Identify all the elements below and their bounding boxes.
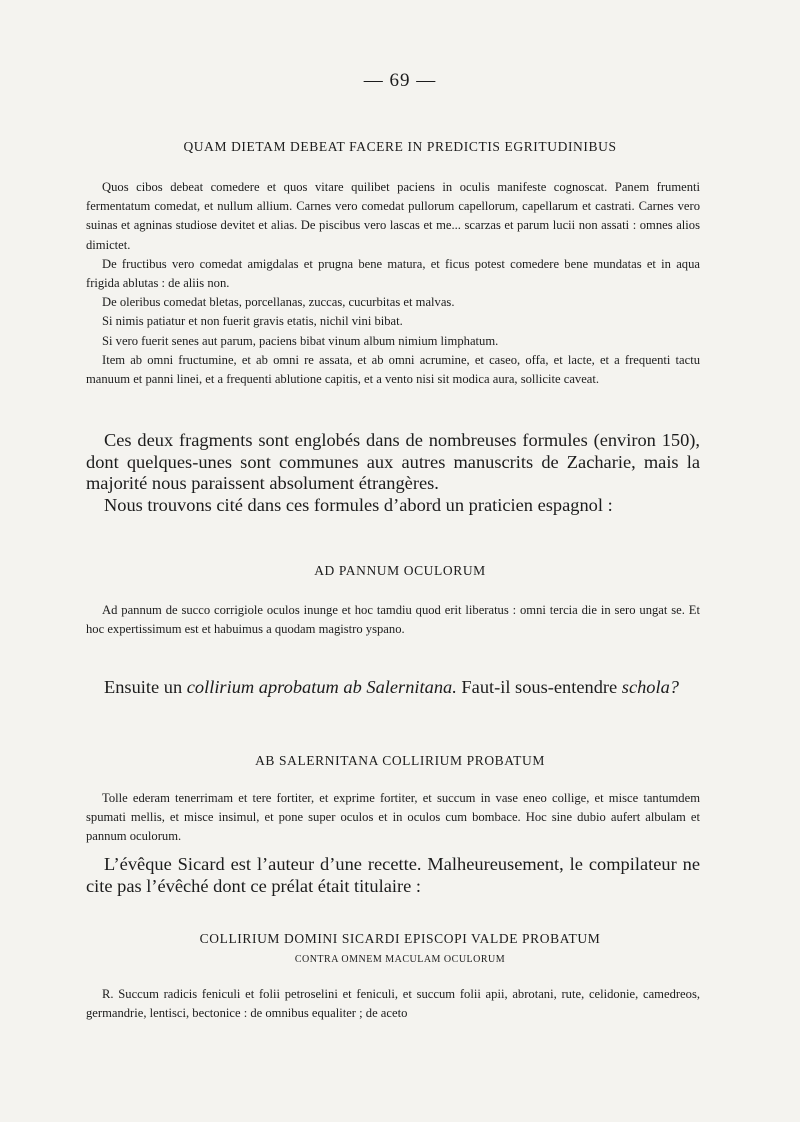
section-heading-pannum: AD PANNUM OCULORUM [314, 563, 486, 578]
page-number: — 69 — [363, 70, 437, 91]
latin-text-sicardi [86, 985, 700, 1023]
latin-paragraph: R. Succum radicis feniculi et folii petroselini et feniculi, et succum folii apii, abrotani, rute, celidonie, camedreos, germandrie, lentisci, bectonice : de omnibus equaliter ; de aceto [86, 987, 700, 1021]
section-heading-sicardi: COLLIRIUM DOMINI SICARDI EPISCOPI VALDE PROBATUM [199, 931, 601, 946]
latin-paragraph: Ad pannum de succo corrigiole oculos inunge et hoc tamdiu quod erit liberatus : omni tercia die in sero ungat se. Et hoc expertissimum est et habuimus a quodam magistro yspano. [86, 603, 700, 637]
french-commentary-1 [86, 430, 700, 516]
section-subheading-sicardi: CONTRA OMNEM MACULAM OCULORUM [294, 954, 506, 965]
latin-text-dieta [86, 178, 700, 389]
latin-paragraph: Si nimis patiatur et non fuerit gravis etatis, nichil vini bibat. [102, 314, 403, 329]
latin-paragraph: De fructibus vero comedat amigdalas et prugna bene matura, et ficus potest comedere bene mundatas et in aqua frigida ablutas : de aliis non. [86, 256, 700, 291]
latin-text-salernitana [86, 789, 700, 847]
latin-text-pannum [86, 601, 700, 639]
latin-paragraph: Tolle ederam tenerrimam et tere fortiter, et exprime fortiter, et succum in vase eneo collige, et misce tantumdem spumati mellis, et misce insimul, et pone super oculos et in oculos cum bombace. Hoc sine dubio aufert albulam et pannum oculorum. [86, 791, 700, 844]
latin-paragraph: Si vero fuerit senes aut parum, paciens bibat vinum album nimium limphatum. [102, 333, 499, 348]
commentary-italic: collirium aprobatum ab Salernitana. [186, 677, 457, 697]
french-commentary-3 [86, 854, 700, 897]
latin-paragraph: Item ab omni fructumine, et ab omni re assata, et ab omni acrumine, et caseo, offa, et lacte, et a frequenti tactu manuum et panni linei, et a frequenti ablutione capitis, et a vento nisi sit modica aura, sollicite caveat. [86, 352, 700, 387]
commentary-paragraph: Nous trouvons cité dans ces formules d’abord un praticien espagnol : [104, 494, 613, 515]
section-heading-dieta: QUAM DIETAM DEBEAT FACERE IN PREDICTIS EGRITUDINIBUS [183, 139, 617, 154]
commentary-paragraph: Ces deux fragments sont englobés dans de nombreuses formules (environ 150), dont quelques-unes sont communes aux autres manuscrits de Zacharie, mais la majorité nous paraissent absolument étrangères. [86, 430, 700, 493]
latin-paragraph: Quos cibos debeat comedere et quos vitare quilibet paciens in oculis manifeste cognoscat. Panem frumenti fermentatum comedat, et nullum allium. Carnes vero comedat pullorum capellorum, capellarum et castrati. Carnes vero suinas et agninas studiose devitet et alias. De piscibus vero lascas et me... scarzas et parum lucii non assati : omnes alios dimictet. [86, 180, 700, 252]
latin-paragraph: De oleribus comedat bletas, porcellanas, zuccas, cucurbitas et malvas. [102, 295, 455, 310]
commentary-text: Faut-il sous-entendre [456, 677, 622, 697]
commentary-italic: schola? [621, 677, 680, 697]
section-heading-salernitana: AB SALERNITANA COLLIRIUM PROBATUM [255, 753, 545, 768]
commentary-paragraph [86, 677, 700, 699]
commentary-text: Ensuite un [104, 677, 187, 697]
french-commentary-2 [86, 677, 700, 699]
commentary-paragraph: L’évêque Sicard est l’auteur d’une recette. Malheureusement, le compilateur ne cite pas l’évêché dont ce prélat était titulaire : [86, 854, 700, 896]
